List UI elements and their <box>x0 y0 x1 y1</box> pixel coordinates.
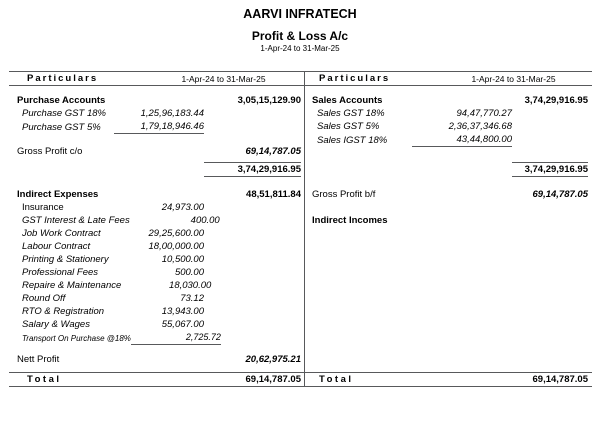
table-row <box>9 214 304 227</box>
row-sub-amount: 55,067.00 <box>161 319 204 330</box>
table-row <box>9 305 304 318</box>
row-main-amount: 3,74,29,916.95 <box>512 162 588 177</box>
row-sub-amount: 500.00 <box>174 267 204 278</box>
row-sub-amount: 1,25,96,183.44 <box>140 108 204 119</box>
row-label: Transport On Purchase @18% <box>22 333 131 343</box>
column-header-left <box>9 72 304 85</box>
row-sub-amount: 73.12 <box>180 293 204 304</box>
table-row <box>9 292 304 305</box>
table-row <box>305 107 592 120</box>
row-main-amount: 3,74,29,916.95 <box>524 95 588 106</box>
debit-side <box>9 86 304 372</box>
row-main-amount: 69,14,787.05 <box>532 189 588 200</box>
row-sub-amount: 400.00 <box>190 215 220 226</box>
row-sub-amount: 18,00,000.00 <box>148 241 204 252</box>
row-label: Round Off <box>22 293 66 304</box>
table-row <box>9 279 304 292</box>
row-label: Repaire & Maintenance <box>22 280 122 291</box>
spacer-row <box>305 146 592 162</box>
table-row <box>9 353 304 366</box>
table-row <box>305 214 592 227</box>
row-label: RTO & Registration <box>22 306 105 317</box>
row-label: Job Work Contract <box>22 228 101 239</box>
row-label: Professional Fees <box>22 267 99 278</box>
row-label: Printing & Stationery <box>22 254 109 265</box>
table-row <box>9 145 304 158</box>
column-header-right <box>304 72 592 85</box>
spacer-row <box>305 201 592 214</box>
table-row <box>9 240 304 253</box>
table-row <box>9 120 304 133</box>
row-label: Nett Profit <box>17 354 60 365</box>
row-label: Gross Profit c/o <box>17 146 83 157</box>
row-label: Purchase Accounts <box>17 95 106 106</box>
table-row <box>9 318 304 331</box>
table-row <box>305 120 592 133</box>
total-label-left: Total <box>27 374 62 385</box>
total-right <box>304 373 592 386</box>
table-row <box>9 227 304 240</box>
row-label: Sales GST 5% <box>317 121 380 132</box>
row-main-amount: 3,74,29,916.95 <box>204 162 301 177</box>
table-row <box>9 266 304 279</box>
spacer-row <box>9 177 304 188</box>
row-sub-amount: 2,725.72 <box>131 331 221 345</box>
report-header <box>0 0 600 54</box>
row-sub-amount: 94,47,770.27 <box>456 108 512 119</box>
table-row <box>305 94 592 107</box>
total-amount-left: 69,14,787.05 <box>245 374 301 385</box>
row-sub-amount: 18,030.00 <box>169 280 212 291</box>
period-header-left: 1-Apr-24 to 31-Mar-25 <box>181 73 266 84</box>
total-row <box>9 372 592 387</box>
spacer-row <box>9 133 304 145</box>
row-sub-amount: 2,36,37,346.68 <box>448 121 512 132</box>
row-label: Purchase GST 5% <box>22 121 101 133</box>
table-row <box>9 162 304 177</box>
spacer-row <box>305 177 592 188</box>
total-left <box>9 373 304 386</box>
pnl-table <box>9 71 592 387</box>
row-label: Indirect Expenses <box>17 189 99 200</box>
report-period: 1-Apr-24 to 31-Mar-25 <box>260 44 340 53</box>
row-label: Insurance <box>22 202 64 213</box>
table-row <box>305 162 592 177</box>
report-title: Profit & Loss A/c <box>251 29 349 43</box>
row-sub-amount: 1,79,18,946.46 <box>114 120 204 134</box>
row-main-amount: 20,62,975.21 <box>245 354 301 365</box>
table-row <box>9 331 304 344</box>
table-row <box>9 253 304 266</box>
row-label: Salary & Wages <box>22 319 90 330</box>
credit-side <box>304 86 592 372</box>
particulars-header-right: Particulars <box>319 73 391 84</box>
table-row <box>9 94 304 107</box>
row-label: Sales Accounts <box>312 95 383 106</box>
row-label: GST Interest & Late Fees <box>22 215 130 226</box>
row-main-amount: 3,05,15,129.90 <box>237 95 301 106</box>
table-body <box>9 86 592 372</box>
particulars-header-left: Particulars <box>27 73 99 84</box>
row-main-amount: 69,14,787.05 <box>245 146 301 157</box>
table-row <box>9 201 304 214</box>
total-amount-right: 69,14,787.05 <box>532 374 588 385</box>
table-row <box>305 188 592 201</box>
row-label: Indirect Incomes <box>312 215 388 226</box>
row-sub-amount: 24,973.00 <box>161 202 204 213</box>
row-label: Gross Profit b/f <box>312 189 376 200</box>
row-label: Purchase GST 18% <box>22 108 106 119</box>
company-name: AARVI INFRATECH <box>243 7 357 21</box>
row-label: Sales IGST 18% <box>317 134 388 146</box>
period-header-right: 1-Apr-24 to 31-Mar-25 <box>471 73 556 84</box>
table-row <box>305 133 592 146</box>
row-main-amount: 48,51,811.84 <box>246 189 301 200</box>
row-sub-amount: 29,25,600.00 <box>148 228 204 239</box>
row-label: Sales GST 18% <box>317 108 385 119</box>
total-label-right: Total <box>319 374 354 385</box>
row-sub-amount: 43,44,800.00 <box>412 133 512 147</box>
table-row <box>9 188 304 201</box>
column-header-row <box>9 71 592 86</box>
spacer-row <box>9 344 304 353</box>
row-sub-amount: 10,500.00 <box>161 254 204 265</box>
row-label: Labour Contract <box>22 241 91 252</box>
table-row <box>9 107 304 120</box>
row-sub-amount: 13,943.00 <box>161 306 204 317</box>
